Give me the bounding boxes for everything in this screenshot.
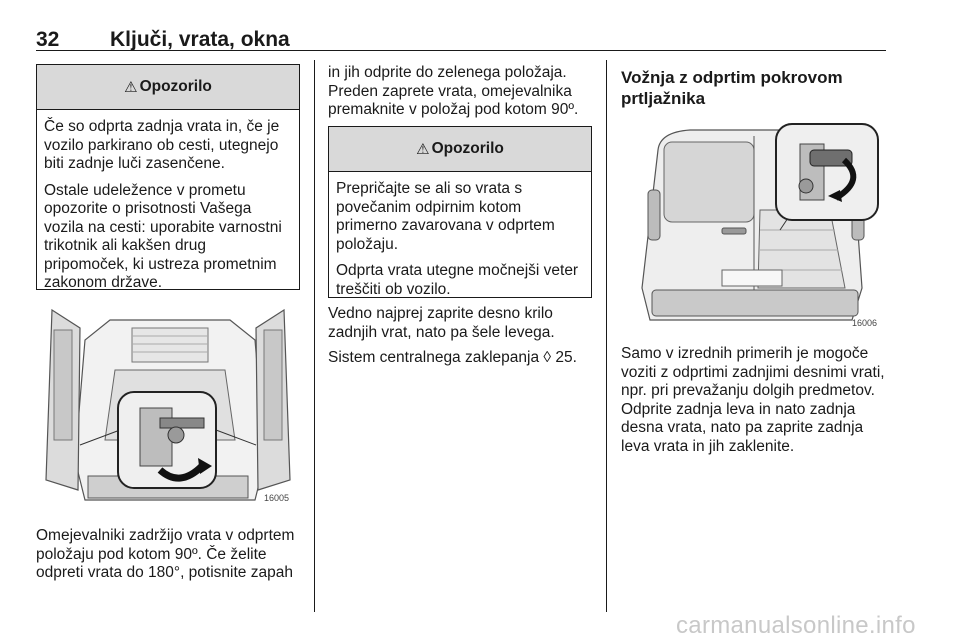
body-text: Samo v izrednih primerih je mogoče voziti z odprtimi zadnjimi desnimi vrati, npr. pri prevažanju dolgih predmetov. Odprite zadnja leva in nato zadnja desna vrata, nato pa zaprite zadnja leva vrata in jih zaklenite.: [621, 345, 885, 455]
warning-text: Odprta vrata utegne močnejši veter treščiti ob vozilo.: [336, 262, 579, 298]
warning-text: Ostale udeležence v prometu opozorite o prisotnosti Vašega vozila na cesti: uporabite varnostni trikotnik ali kakšen drug pripomoček, ki ustreza prometnim zakonom države.: [44, 181, 282, 291]
warning-text: Prepričajte se ali so vrata s povečanim odpirnim kotom primerno zavarovana v odprtem položaju.: [336, 180, 555, 253]
cross-reference-text: Sistem centralnega zaklepanja ◊ 25.: [328, 349, 577, 366]
body-text: Vedno najprej zaprite desno krilo zadnjih vrat, nato pa šele levega.: [328, 305, 555, 341]
warning-box-2: [328, 126, 592, 298]
page-number: 32: [36, 28, 60, 51]
warning-header: [329, 127, 591, 172]
rear-doors-open-figure: [40, 300, 296, 506]
figure-code: 16005: [264, 493, 290, 503]
warning-text: Če so odprta zadnja vrata in, če je vozilo parkirano ob cesti, utegnejo biti zadnje luči zasenčene.: [44, 118, 280, 172]
page-header: [36, 28, 886, 51]
continued-text: in jih odprite do zelenega položaja. Preden zaprete vrata, omejevalnika premaknite v položaj pod kotom 90º.: [328, 64, 579, 118]
watermark: carmanualsonline.info: [676, 612, 916, 639]
column-divider-1: [314, 60, 315, 612]
warning-box-1: [36, 64, 300, 290]
warning-header: [37, 65, 299, 110]
warning-title: Opozorilo: [139, 78, 212, 95]
warning-triangle-icon: ⚠: [124, 79, 138, 96]
section-heading: Vožnja z odprtim pokrovom prtljažnika: [621, 68, 843, 108]
page-title: Ključi, vrata, okna: [110, 28, 290, 51]
figure-code: 16006: [852, 318, 878, 328]
driving-with-open-door-figure: [630, 120, 882, 330]
figure-caption: Omejevalniki zadržijo vrata v odprtem položaju pod kotom 90º. Če želite odpreti vrata do 180°, potisnite zapah: [36, 527, 295, 581]
column-divider-2: [606, 60, 607, 612]
warning-triangle-icon: ⚠: [416, 141, 430, 158]
warning-title: Opozorilo: [431, 140, 504, 157]
